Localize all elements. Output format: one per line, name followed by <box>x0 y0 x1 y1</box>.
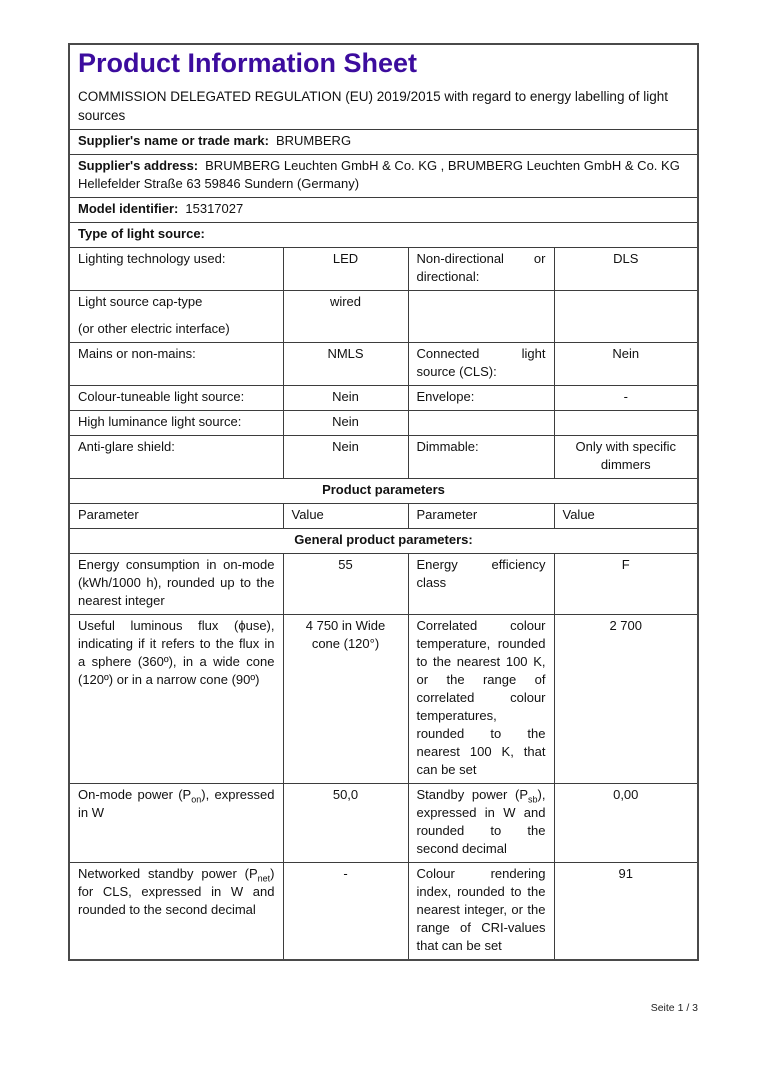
general-product-parameters-heading: General product parameters: <box>69 529 698 554</box>
colour-rendering-index-value: 91 <box>554 863 698 961</box>
energy-consumption-label: Energy consumption in on-mode (kWh/1000 h), rounded up to the nearest integer <box>69 554 283 615</box>
lighting-technology-label: Lighting technology used: <box>69 248 283 291</box>
general-product-parameters-row <box>69 529 698 554</box>
energy-consumption-value: 55 <box>283 554 408 615</box>
colour-tuneable-row <box>69 386 698 411</box>
correlated-colour-temperature-label: Correlated colour temperature, rounded to the nearest 100 K, or the range of correlated colour temperatures, rounded to the nearest 100 K, that can be set <box>408 615 554 784</box>
high-luminance-empty-parameter <box>408 411 554 436</box>
directionality-label: Non-directional or directional: <box>408 248 554 291</box>
cap-type-row <box>69 291 698 343</box>
column-headers-row <box>69 504 698 529</box>
connected-light-source-value: Nein <box>554 343 698 386</box>
model-identifier-row <box>69 198 698 223</box>
colour-tuneable-label: Colour-tuneable light source: <box>69 386 283 411</box>
dimmable-label: Dimmable: <box>408 436 554 479</box>
energy-efficiency-class-value: F <box>554 554 698 615</box>
cap-type-label <box>69 291 283 343</box>
supplier-address-row <box>69 155 698 198</box>
standby-power-label: Standby power $(P_{sb})$, expressed in W and rounded to the second decimal <box>408 784 554 863</box>
networked-standby-row <box>69 863 698 961</box>
anti-glare-value: Nein <box>283 436 408 479</box>
envelope-value: - <box>554 386 698 411</box>
networked-standby-value: - <box>283 863 408 961</box>
supplier-address-label: Supplier's address: <box>78 158 199 173</box>
luminous-flux-row <box>69 615 698 784</box>
high-luminance-row <box>69 411 698 436</box>
header-row <box>69 44 698 130</box>
standby-power-value: 0,00 <box>554 784 698 863</box>
type-of-light-source-row <box>69 223 698 248</box>
lighting-technology-value: LED <box>283 248 408 291</box>
supplier-name-label: Supplier's name or trade mark: <box>78 133 269 148</box>
high-luminance-empty-value <box>554 411 698 436</box>
luminous-flux-label: Useful luminous flux (ϕuse), indicating if it refers to the flux in a sphere (360º), in a wide cone (120º) or in a narrow cone (90º) <box>69 615 283 784</box>
product-parameters-heading-row <box>69 479 698 504</box>
column-header-value-1: Value <box>283 504 408 529</box>
supplier-name-row <box>69 130 698 155</box>
mains-label: Mains or non-mains: <box>69 343 283 386</box>
product-info-table <box>68 43 699 961</box>
mains-value: NMLS <box>283 343 408 386</box>
directionality-value: DLS <box>554 248 698 291</box>
column-header-parameter-2: Parameter <box>408 504 554 529</box>
connected-light-source-label: Connected light source (CLS): <box>408 343 554 386</box>
product-parameters-heading: Product parameters <box>69 479 698 504</box>
type-of-light-source-label: Type of light source: <box>78 226 205 241</box>
cap-type-value: wired <box>283 291 408 343</box>
mains-row <box>69 343 698 386</box>
colour-tuneable-value: Nein <box>283 386 408 411</box>
supplier-name-value: BRUMBERG <box>275 133 352 148</box>
envelope-label: Envelope: <box>408 386 554 411</box>
energy-efficiency-class-label: Energy efficiency class <box>408 554 554 615</box>
networked-standby-label: Networked standby power $(P_{net})$ for CLS, expressed in W and rounded to the second decimal <box>69 863 283 961</box>
anti-glare-label: Anti-glare shield: <box>69 436 283 479</box>
on-mode-power-value: 50,0 <box>283 784 408 863</box>
high-luminance-label: High luminance light source: <box>69 411 283 436</box>
on-mode-power-row <box>69 784 698 863</box>
dimmable-value: Only with specific dimmers <box>554 436 698 479</box>
model-identifier-value: 15317027 <box>185 201 244 216</box>
model-identifier-label: Model identifier: <box>78 201 179 216</box>
anti-glare-row <box>69 436 698 479</box>
cap-type-label-line1: Light source cap-type <box>78 294 203 309</box>
cap-type-empty-parameter <box>408 291 554 343</box>
column-header-value-2: Value <box>554 504 698 529</box>
document-sheet <box>68 43 697 961</box>
energy-consumption-row <box>69 554 698 615</box>
luminous-flux-value: 4 750 in Wide cone (120°) <box>283 615 408 784</box>
column-header-parameter-1: Parameter <box>69 504 283 529</box>
cap-type-empty-value <box>554 291 698 343</box>
colour-rendering-index-label: Colour rendering index, rounded to the nearest integer, or the range of CRI-values that can be set <box>408 863 554 961</box>
on-mode-power-label: On-mode power $(P_{on})$, expressed in W <box>69 784 283 863</box>
regulation-subtitle: COMMISSION DELEGATED REGULATION (EU) 2019/2015 with regard to energy labelling of light sources <box>78 89 668 123</box>
cap-type-label-line2: (or other electric interface) <box>78 321 230 336</box>
high-luminance-value: Nein <box>283 411 408 436</box>
correlated-colour-temperature-value: 2 700 <box>554 615 698 784</box>
lighting-technology-row <box>69 248 698 291</box>
page-title: Product Information Sheet <box>78 48 418 78</box>
page-number: Seite 1 / 3 <box>650 1002 698 1014</box>
supplier-address-value: BRUMBERG Leuchten GmbH & Co. KG , BRUMBERG Leuchten GmbH & Co. KG Hellefelder Straße 63 59846 Sundern (Germany) <box>78 158 680 191</box>
